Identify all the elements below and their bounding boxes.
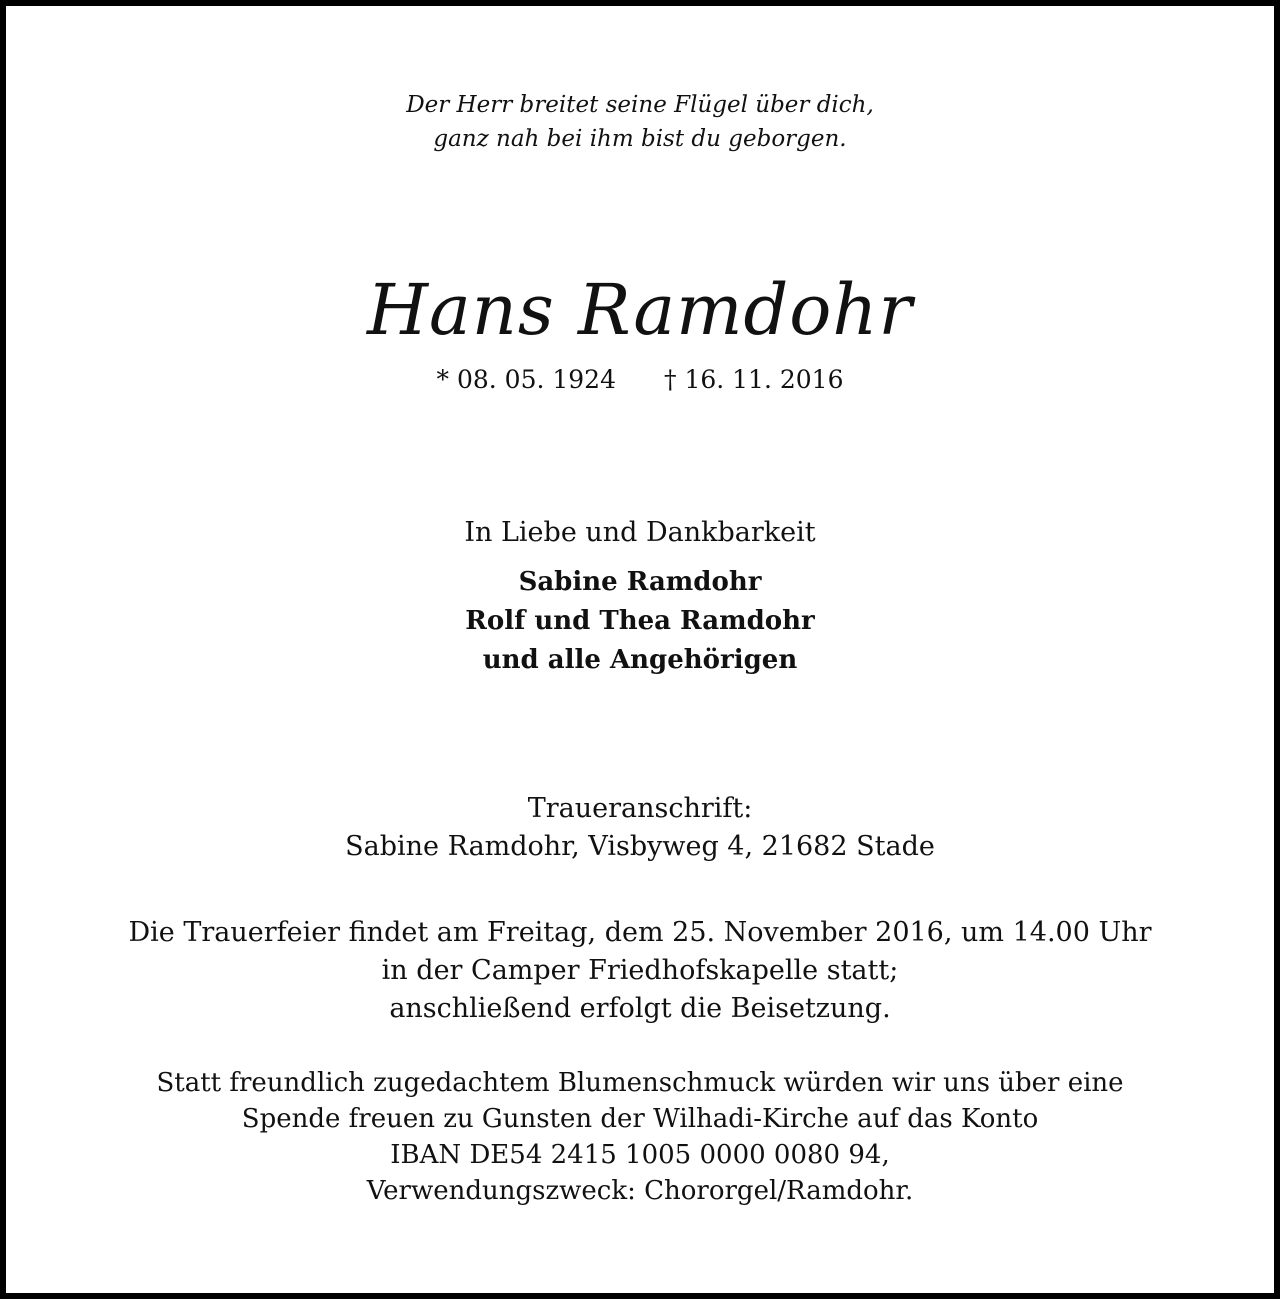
ceremony-line: anschließend erfolgt die Beisetzung.	[389, 993, 891, 1024]
verse-line: ganz nah bei ihm bist du geborgen.	[433, 126, 847, 152]
donation-line: Statt freundlich zugedachtem Blumenschmuck würden wir uns über eine	[156, 1068, 1124, 1098]
verse-line: Der Herr breitet seine Flügel über dich,	[406, 92, 874, 118]
mourners-list	[0, 563, 1280, 680]
donation-info	[0, 1065, 1280, 1209]
death-date: † 16. 11. 2016	[664, 365, 844, 394]
mourner-name: und alle Angehörigen	[482, 645, 798, 675]
life-dates	[0, 362, 1280, 398]
birth-date: * 08. 05. 1924	[436, 365, 616, 394]
donation-iban: IBAN DE54 2415 1005 0000 0080 94,	[390, 1140, 890, 1170]
donation-line: Verwendungszweck: Chororgel/Ramdohr.	[366, 1176, 914, 1206]
address-label: Traueranschrift:	[527, 793, 753, 824]
donation-line: Spende freuen zu Gunsten der Wilhadi-Kirche auf das Konto	[241, 1104, 1039, 1134]
address-value: Sabine Ramdohr, Visbyweg 4, 21682 Stade	[345, 831, 935, 862]
verse-quote	[0, 88, 1280, 156]
deceased-name: Hans Ramdohr	[367, 269, 913, 351]
ceremony-line: Die Trauerfeier findet am Freitag, dem 25. November 2016, um 14.00 Uhr	[128, 917, 1152, 948]
mourning-address	[0, 790, 1280, 866]
mourner-name: Rolf und Thea Ramdohr	[465, 606, 815, 636]
mourner-name: Sabine Ramdohr	[518, 567, 762, 597]
ceremony-line: in der Camper Friedhofskapelle statt;	[381, 955, 899, 986]
mourners-lead: In Liebe und Dankbarkeit	[464, 517, 816, 548]
ceremony-info	[0, 914, 1280, 1028]
